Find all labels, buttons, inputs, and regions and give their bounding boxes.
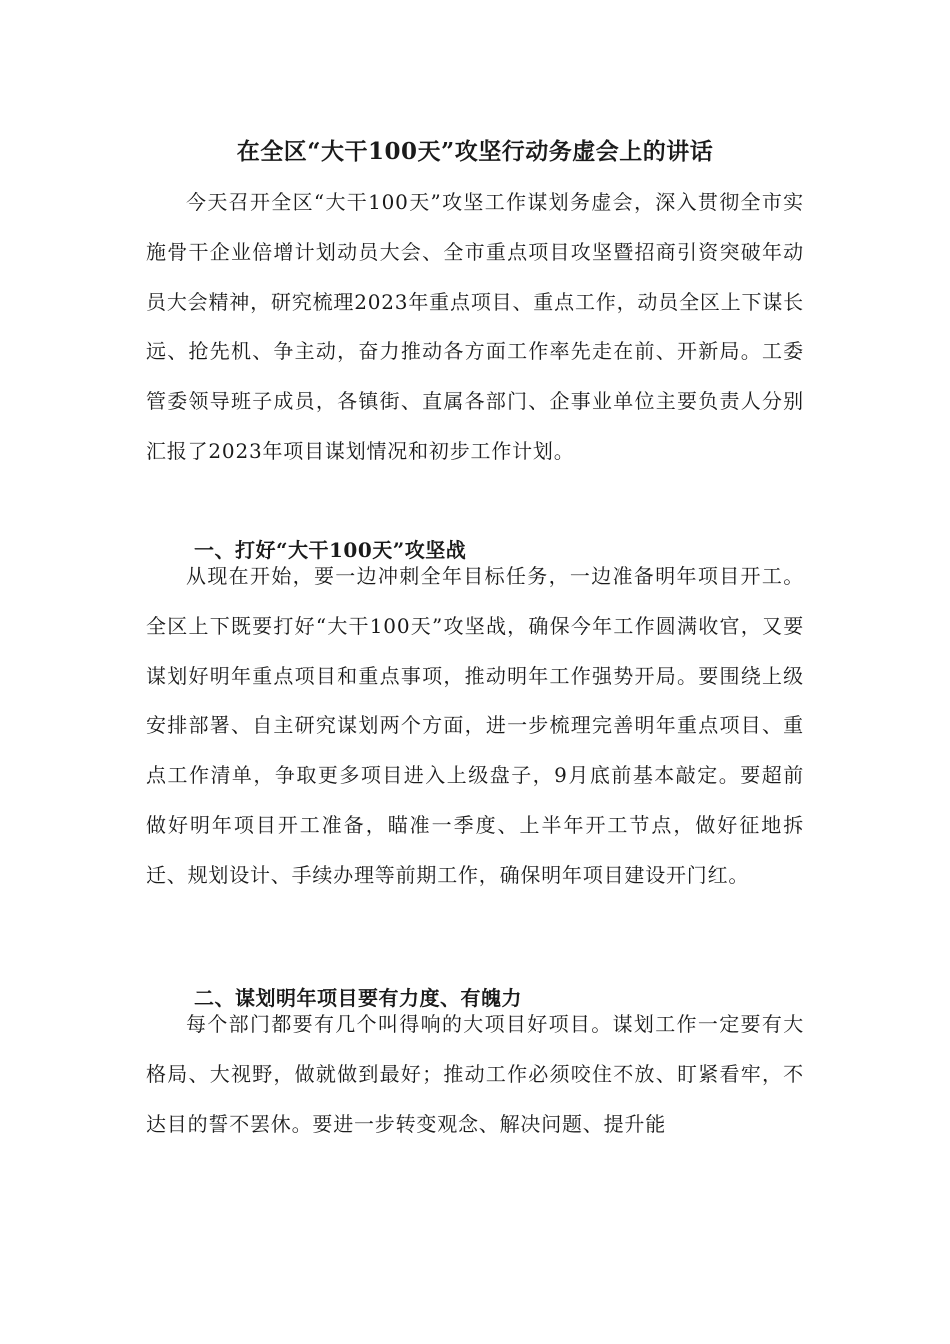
section-heading-1: 一、打好“大干100天”攻坚战 <box>194 538 467 562</box>
section-body-2: 每个部门都要有几个叫得响的大项目好项目。谋划工作一定要有大格局、大视野，做就做到最好；推动工作必须咬住不放、盯紧看牢，不达目的誓不罢休。要进一步转变观念、解决问题、提升能 <box>146 1012 804 1136</box>
document-title: 在全区“大干100天”攻坚行动务虚会上的讲话 <box>236 138 714 165</box>
intro-paragraph: 今天召开全区“大干100天”攻坚工作谋划务虚会，深入贯彻全市实施骨干企业倍增计划动员大会、全市重点项目攻坚暨招商引资突破年动员大会精神，研究梳理2023年重点项目、重点工作，动员全区上下谋长远、抢先机、争主动，奋力推动各方面工作率先走在前、开新局。工委管委领导班子成员，各镇街、直属各部门、企事业单位主要负责人分别汇报了2023年项目谋划情况和初步工作计划。 <box>146 190 804 463</box>
section-body-1: 从现在开始，要一边冲刺全年目标任务，一边准备明年项目开工。全区上下既要打好“大干100天”攻坚战，确保今年工作圆满收官，又要谋划好明年重点项目和重点事项，推动明年工作强势开局。要围绕上级安排部署、自主研究谋划两个方面，进一步梳理完善明年重点项目、重点工作清单，争取更多项目进入上级盘子，9月底前基本敲定。要超前做好明年项目开工准备，瞄准一季度、上半年开工节点，做好征地拆迁、规划设计、手续办理等前期工作，确保明年项目建设开门红。 <box>146 564 804 887</box>
section-heading-2: 二、谋划明年项目要有力度、有魄力 <box>194 986 522 1010</box>
